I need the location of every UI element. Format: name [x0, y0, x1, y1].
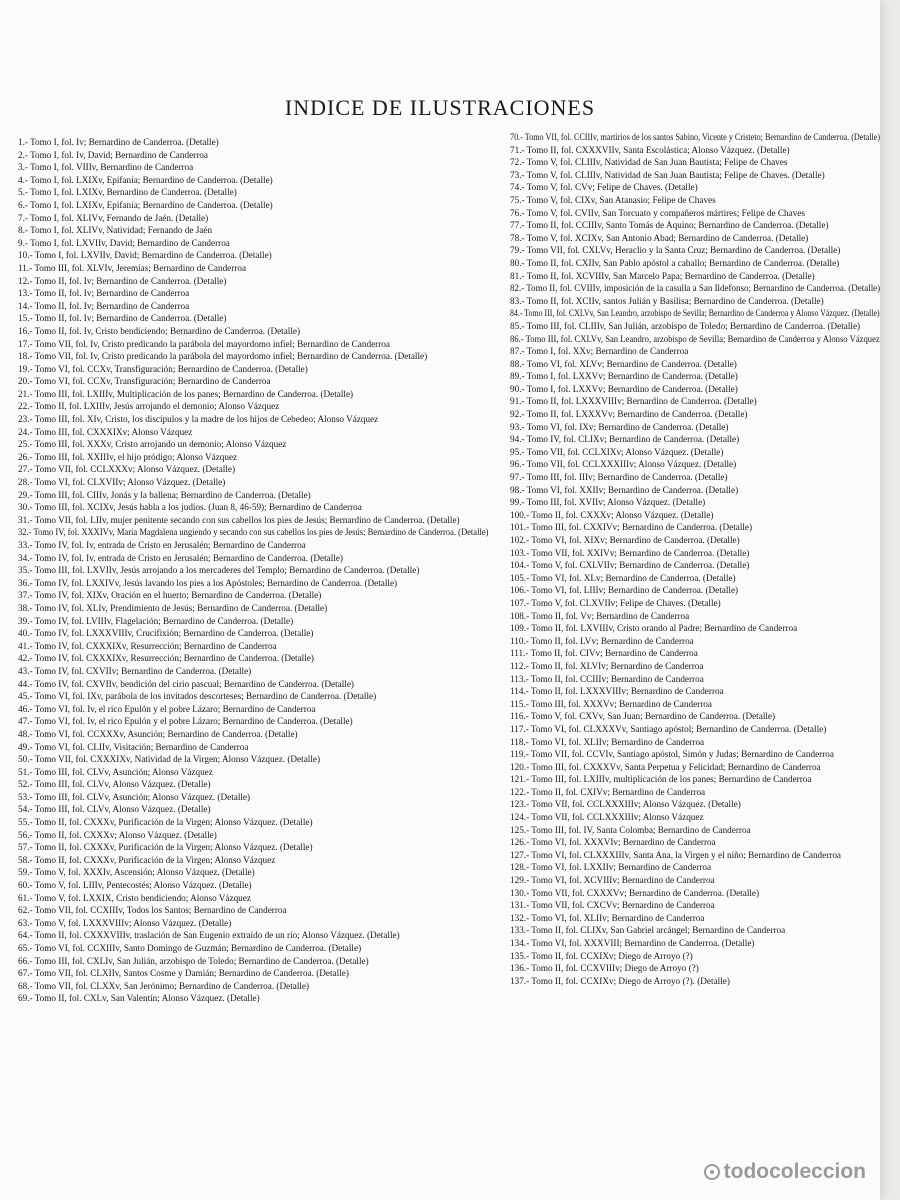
- index-entry: 113.- Tomo II, fol. CCIIIv; Bernardino de Canderroa: [510, 673, 704, 684]
- index-entry: 35.- Tomo III, fol. LXVIIv, Jesús arrojando a los mercaderes del Templo; Bernardino de Canderroa. (Detalle): [18, 565, 420, 576]
- left-column-list: [18, 136, 488, 1005]
- index-entry: 121.- Tomo III, fol. LXIIIv, multiplicación de los panes; Bernardino de Canderroa: [510, 774, 812, 785]
- index-entry: 118.- Tomo VI, fol. XLIIv; Bernardino de Canderroa: [510, 736, 705, 747]
- index-entry: 31.- Tomo VII, fol. LIIv, mujer penitente secando con sus cabellos los pies de Jesús; Bernardino de Canderroa. (Detalle): [18, 514, 460, 525]
- index-entry: 7.- Tomo I, fol. XLIVv, Fernando de Jaén. (Detalle): [18, 212, 209, 223]
- index-entry: 29.- Tomo III, fol. CIIIv, Jonás y la ballena; Bernardino de Canderroa. (Detalle): [18, 489, 311, 500]
- index-entry: 10.- Tomo I, fol. LXVIIv, David; Bernardino de Canderroa. (Detalle): [18, 250, 272, 261]
- index-entry: 96.- Tomo VII, fol. CCLXXXIIIv; Alonso Vázquez. (Detalle): [510, 459, 737, 470]
- index-entry: 37.- Tomo IV, fol. XIXv, Oración en el huerto; Bernardino de Canderroa. (Detalle): [18, 590, 322, 601]
- index-entry: 32.- Tomo IV, fol. XXXIVv, María Magdalena ungiendo y secando con sus cabellos los pies de Jesús; Bernardino de Canderroa. (Detalle): [18, 527, 489, 538]
- index-entry: 136.- Tomo II, fol. CCXVIIIv; Diego de Arroyo (?): [510, 963, 699, 974]
- index-entry: 59.- Tomo V, fol. XXXIv, Ascensión; Alonso Vázquez. (Detalle): [18, 867, 255, 878]
- index-entry: 66.- Tomo III, fol. CXLIv, San Julián, arzobispo de Toledo; Bernardino de Canderroa. (Detalle): [18, 955, 369, 966]
- index-entry: 68.- Tomo VII, fol. CLXXv, San Jerónimo; Bernardino de Canderroa. (Detalle): [18, 980, 310, 991]
- index-entry: 27.- Tomo VII, fol. CCLXXXv; Alonso Vázquez. (Detalle): [18, 464, 236, 475]
- index-entry: 61.- Tomo V, fol. LXXIX, Cristo bendiciendo; Alonso Vázquez: [18, 892, 251, 903]
- page-title: INDICE DE ILUSTRACIONES: [284, 95, 596, 120]
- index-entry: 21.- Tomo III, fol. LXIIIv, Multiplicación de los panes; Bernardino de Canderroa. (Detalle): [18, 388, 354, 399]
- index-entry: 116.- Tomo V, fol. CXVv, San Juan; Bernardino de Canderroa. (Detalle): [510, 711, 776, 722]
- index-entry: 28.- Tomo VI, fol. CLXVIIv; Alonso Vázquez. (Detalle): [18, 477, 226, 488]
- index-entry: 103.- Tomo VII, fol. XXIVv; Bernardino de Canderroa. (Detalle): [510, 547, 750, 558]
- watermark-logo-icon: [704, 1164, 720, 1180]
- index-entry: 34.- Tomo IV, fol. Iv, entrada de Cristo en Jerusalén; Bernardino de Canderroa. (Detalle): [18, 552, 343, 563]
- index-entry: 115.- Tomo III, fol. XXXVv; Bernardino de Canderroa: [510, 698, 712, 709]
- index-entry: 128.- Tomo VI, fol. LXXIIv; Bernardino de Canderroa: [510, 862, 712, 873]
- index-entry: 58.- Tomo II, fol. CXXXv, Purificación de la Virgen; Alonso Vázquez: [18, 854, 276, 865]
- index-entry: 80.- Tomo II, fol. CXIIv, San Pablo apóstol a caballo; Bernardino de Canderroa. (Detalle): [510, 257, 840, 268]
- index-entry: 67.- Tomo VII, fol. CLXIIv, Santos Cosme y Damián; Bernardino de Canderroa. (Detalle): [18, 968, 349, 979]
- index-entry: 52.- Tomo III, fol. CLVv, Alonso Vázquez. (Detalle): [18, 779, 211, 790]
- index-entry: 62.- Tomo VII, fol. CCXIIIv, Todos los Santos; Bernardino de Canderroa: [18, 905, 287, 916]
- index-entry: 73.- Tomo V, fol. CLIIIv, Natividad de San Juan Bautista; Felipe de Chaves. (Detalle): [510, 169, 825, 180]
- index-entry: 24.- Tomo III, fol. CXXXIXv; Alonso Vázquez: [18, 426, 193, 437]
- index-entry: 6.- Tomo I, fol. LXIXv, Epifanía; Bernardino de Canderroa. (Detalle): [18, 199, 273, 210]
- index-entry: 11.- Tomo III, fol. XLVIv, Jeremías; Bernardino de Canderroa: [18, 262, 247, 273]
- index-entry: 74.- Tomo V, fol. CVv; Felipe de Chaves. (Detalle): [510, 182, 698, 193]
- index-entry: 123.- Tomo VII, fol. CCLXXXIIIv; Alonso Vázquez. (Detalle): [510, 799, 741, 810]
- watermark-text: todocoleccion: [723, 1160, 866, 1183]
- index-entry: 41.- Tomo IV, fol. CXXXIXv, Resurrección; Bernardino de Canderroa: [18, 640, 277, 651]
- index-entry: 20.- Tomo VI, fol. CCXv, Transfiguración; Bernardino de Canderroa: [18, 376, 271, 387]
- index-entry: 130.- Tomo VII, fol. CXXXVv; Bernardino de Canderroa. (Detalle): [510, 887, 760, 898]
- index-entry: 100.- Tomo II, fol. CXXXv; Alonso Vázquez. (Detalle): [510, 509, 714, 520]
- index-entry: 26.- Tomo III, fol. XXIIIv, el hijo pródigo; Alonso Vázquez: [18, 451, 238, 462]
- index-entry: 33.- Tomo IV, fol. Iv, entrada de Cristo en Jerusalén; Bernardino de Canderroa: [18, 540, 306, 550]
- index-entry: 132.- Tomo VI, fol. XLIIv; Bernardino de Canderroa: [510, 912, 705, 923]
- index-entry: 82.- Tomo II, fol. CVIIIv, imposición de la casulla a San Ildefonso; Bernardino de Canderroa. (Detalle): [510, 283, 881, 294]
- index-entry: 60.- Tomo V, fol. LIIIv, Pentecostés; Alonso Vázquez. (Detalle): [18, 880, 252, 891]
- index-entry: 55.- Tomo II, fol. CXXXv, Purificación de la Virgen; Alonso Vázquez. (Detalle): [18, 817, 313, 828]
- index-entry: 134.- Tomo VI, fol. XXXVIII; Bernardino de Canderroa. (Detalle): [510, 938, 755, 948]
- index-entry: 8.- Tomo I, fol. XLIVv, Natividad; Fernando de Jaén: [18, 225, 213, 236]
- index-entry: 71.- Tomo II, fol. CXXXVIIv, Santa Escolástica; Alonso Vázquez. (Detalle): [510, 144, 790, 155]
- index-entry: 56.- Tomo II, fol. CXXXv; Alonso Vázquez. (Detalle): [18, 829, 217, 840]
- index-entry: 137.- Tomo II, fol. CCXIXv; Diego de Arroyo (?). (Detalle): [510, 975, 730, 986]
- index-entry: 72.- Tomo V, fol. CLIIIv, Natividad de San Juan Bautista; Felipe de Chaves: [510, 157, 788, 168]
- index-entry: 51.- Tomo III, fol. CLVv, Asunción; Alonso Vázquez: [18, 766, 213, 777]
- index-entry: 99.- Tomo III, fol. XVIIv; Alonso Vázquez. (Detalle): [510, 497, 706, 508]
- index-entry: 124.- Tomo VII, fol. CCLXXXIIIv; Alonso Vázquez: [510, 812, 704, 823]
- index-entry: 79.- Tomo VII, fol. CXLVv, Heraclio y la Santa Cruz; Bernardino de Canderroa. (Detalle): [510, 245, 841, 256]
- index-entry: 108.- Tomo II, fol. Vv; Bernardino de Canderroa: [510, 610, 690, 621]
- index-entry: 18.- Tomo VII, fol. Iv, Cristo predicando la parábola del mayordomo infiel; Bernardino de Canderroa. (Detalle): [18, 351, 428, 362]
- index-entry: 63.- Tomo V, fol. LXXXVIIIv; Alonso Vázquez. (Detalle): [18, 917, 232, 928]
- index-entry: 53.- Tomo III, fol. CLVv, Asunción; Alonso Vázquez. (Detalle): [18, 791, 251, 802]
- index-entry: 84.- Tomo III, fol. CXLVv, San Leandro, arzobispo de Sevilla; Bernardino de Canderroa y Alonso Vázquez. (Detalle): [510, 308, 880, 319]
- index-entry: 13.- Tomo II, fol. Iv; Bernardino de Canderroa: [18, 288, 190, 299]
- index-entry: 39.- Tomo IV, fol. LVIIIv, Flagelación; Bernardino de Canderroa. (Detalle): [18, 615, 294, 626]
- index-entry: 16.- Tomo II, fol. Iv, Cristo bendiciendo; Bernardino de Canderroa. (Detalle): [18, 325, 301, 336]
- index-entry: 104.- Tomo V, fol. CXLVIIv; Bernardino de Canderroa. (Detalle): [510, 560, 750, 571]
- index-entry: 85.- Tomo III, fol. CLIIIv, San Julián, arzobispo de Toledo; Bernardino de Canderroa. (Detalle): [510, 320, 861, 331]
- index-entry: 14.- Tomo II, fol. Iv; Bernardino de Canderroa: [18, 300, 190, 311]
- index-entry: 46.- Tomo VI, fol. Iv, el rico Epulón y el pobre Lázaro; Bernardino de Canderroa: [18, 703, 316, 714]
- index-entry: 111.- Tomo II, fol. CIVv; Bernardino de Canderroa: [510, 648, 698, 659]
- index-entry: 76.- Tomo V, fol. CVIIv, San Torcuato y compañeros mártires; Felipe de Chaves: [510, 207, 805, 218]
- index-entry: 45.- Tomo VI, fol. IXv, parábola de los invitados descorteses; Bernardino de Canderroa. (Detalle): [18, 691, 377, 702]
- index-entry: 112.- Tomo II, fol. XLVIv; Bernardino de Canderroa: [510, 660, 704, 671]
- index-entry: 127.- Tomo VI, fol. CLXXXIIIv, Santa Ana, la Virgen y el niño; Bernardino de Canderroa: [510, 849, 842, 860]
- index-entry: 77.- Tomo II, fol. CCIIIv, Santo Tomás de Aquino; Bernardino de Canderroa. (Detalle): [510, 220, 829, 231]
- index-entry: 25.- Tomo III, fol. XXXv, Cristo arrojando un demonio; Alonso Vázquez: [18, 439, 287, 450]
- index-entry: 78.- Tomo V, fol. XCIXv, San Antonio Abad; Bernardino de Canderroa. (Detalle): [510, 232, 809, 243]
- index-entry: 65.- Tomo VI, fol. CCXIIIv, Santo Domingo de Guzmán; Bernardino de Canderroa. (Detalle): [18, 943, 362, 953]
- index-entry: 22.- Tomo II, fol. LXIIIv, Jesús arrojando el demonio; Alonso Vázquez: [18, 401, 280, 412]
- index-entry: 9.- Tomo I, fol. LXVIIv, David; Bernardino de Canderroa: [18, 237, 230, 248]
- index-entry: 3.- Tomo I, fol. VIIIv, Bernardino de Canderroa: [18, 162, 194, 173]
- index-entry: 4.- Tomo I, fol. LXIXv, Epifanía; Bernardino de Canderroa. (Detalle): [18, 174, 273, 185]
- index-entry: 119.- Tomo VII, fol. CCVIv, Santiago apóstol, Simón y Judas; Bernardino de Canderroa: [510, 749, 834, 760]
- index-entry: 81.- Tomo II, fol. XCVIIIv, San Marcelo Papa; Bernardino de Canderroa. (Detalle): [510, 270, 815, 281]
- watermark: [704, 1160, 866, 1184]
- index-entry: 91.- Tomo II, fol. LXXXVIIIv; Bernardino de Canderroa. (Detalle): [510, 396, 757, 407]
- index-entry: 120.- Tomo III, fol. CXXXVv, Santa Perpetua y Felicidad; Bernardino de Canderroa: [510, 761, 821, 772]
- index-entry: 94.- Tomo IV, fol. CLIXv; Bernardino de Canderroa. (Detalle): [510, 434, 740, 445]
- index-entry: 38.- Tomo IV, fol. XLIv, Prendimiento de Jesús; Bernardino de Canderroa. (Detalle): [18, 602, 328, 613]
- index-entry: 23.- Tomo III, fol. XIv, Cristo, los discípulos y la madre de los hijos de Cebedeo; Alonso Vázquez: [18, 414, 379, 425]
- index-entry: 36.- Tomo IV, fol. LXXIVv, Jesús lavando los pies a los Apóstoles; Bernardino de Canderroa. (Detalle): [18, 577, 398, 588]
- index-entry: 131.- Tomo VII, fol. CXCVv; Bernardino de Canderroa: [510, 900, 715, 911]
- index-entry: 95.- Tomo VII, fol. CCLXIXv; Alonso Vázquez. (Detalle): [510, 446, 724, 457]
- index-entry: 40.- Tomo IV, fol. LXXXVIIIv, Crucifixión; Bernardino de Canderroa. (Detalle): [18, 628, 314, 639]
- index-entry: 89.- Tomo I, fol. LXXVv; Bernardino de Canderroa. (Detalle): [510, 371, 738, 382]
- index-entry: 5.- Tomo I, fol. LXIXv, Bernardino de Canderroa. (Detalle): [18, 187, 237, 198]
- index-entry: 90.- Tomo I, fol. LXXVv; Bernardino de Canderroa. (Detalle): [510, 383, 738, 394]
- index-entry: 109.- Tomo II, fol. LXVIIIv, Cristo orando al Padre; Bernardino de Canderroa: [510, 623, 798, 634]
- index-entry: 12.- Tomo II, fol. Iv; Bernardino de Canderroa. (Detalle): [18, 275, 227, 286]
- index-entry: 101.- Tomo III, fol. CXXIVv; Bernardino de Canderroa. (Detalle): [510, 522, 753, 533]
- index-entry: 47.- Tomo VI, fol. Iv, el rico Epulón y el pobre Lázaro; Bernardino de Canderroa. (Detalle): [18, 716, 353, 727]
- index-entry: 105.- Tomo VI, fol. XLv; Bernardino de Canderroa. (Detalle): [510, 572, 736, 583]
- index-entry: 70.- Tomo VII, fol. CCIIIv, martirios de los santos Sabino, Vicente y Cristeto; Bernardino de Canderroa. (Detalle): [510, 132, 881, 142]
- index-entry: 114.- Tomo II, fol. LXXXVIIIv; Bernardino de Canderroa: [510, 686, 724, 697]
- index-entry: 54.- Tomo III, fol. CLVv, Alonso Vázquez. (Detalle): [18, 804, 211, 815]
- index-entry: 19.- Tomo VI, fol. CCXv, Transfiguración; Bernardino de Canderroa. (Detalle): [18, 363, 308, 374]
- index-entry: 64.- Tomo II, fol. CXXXVIIIv, traslación de San Eugenio extraído de un río; Alonso Vázquez. (Detalle): [18, 930, 400, 941]
- index-entry: 98.- Tomo VI, fol. XXIIv; Bernardino de Canderroa. (Detalle): [510, 484, 739, 495]
- index-entry: 88.- Tomo VI, fol. XLVv; Bernardino de Canderroa. (Detalle): [510, 358, 737, 369]
- index-entry: 129.- Tomo VI, fol. XCVIIIv; Bernardino de Canderroa: [510, 875, 715, 886]
- index-entry: 48.- Tomo VI, fol. CCXXXv, Asunción; Bernardino de Canderroa. (Detalle): [18, 728, 298, 739]
- index-entry: 44.- Tomo IV, fol. CXVIIv, bendición del cirio pascual; Bernardino de Canderroa. (Detalle): [18, 678, 354, 689]
- right-column-list: [510, 131, 880, 987]
- index-entry: 1.- Tomo I, fol. Iv; Bernardino de Canderroa. (Detalle): [18, 137, 219, 147]
- index-entry: 102.- Tomo VI, fol. XIXv; Bernardino de Canderroa. (Detalle): [510, 535, 740, 545]
- index-entry: 93.- Tomo VI, fol. IXv; Bernardino de Canderroa. (Detalle): [510, 421, 729, 432]
- index-entry: 15.- Tomo II, fol. Iv; Bernardino de Canderroa. (Detalle): [18, 313, 227, 324]
- index-entry: 107.- Tomo V, fol. CLXVIIv; Felipe de Chaves. (Detalle): [510, 597, 721, 608]
- index-entry: 30.- Tomo III, fol. XCIXv, Jesús habla a los judíos. (Juan 8, 46-59); Bernardino de Canderroa: [18, 502, 362, 513]
- index-entry: 17.- Tomo VII, fol. Iv, Cristo predicando la parábola del mayordomo infiel; Bernardino de Canderroa: [18, 338, 390, 349]
- index-entry: 135.- Tomo II, fol. CCXIXv; Diego de Arroyo (?): [510, 950, 693, 961]
- index-entry: 110.- Tomo II, fol. LVv; Bernardino de Canderroa: [510, 635, 694, 646]
- index-entry: 133.- Tomo II, fol. CLIXv, San Gabriel arcángel; Bernardino de Canderroa: [510, 925, 786, 936]
- index-entry: 42.- Tomo IV, fol. CXXXIXv, Resurrección; Bernardino de Canderroa. (Detalle): [18, 653, 314, 664]
- index-entry: 125.- Tomo III, fol. IV, Santa Colomba; Bernardino de Canderroa: [510, 824, 751, 835]
- index-entry: 122.- Tomo II, fol. CXIVv; Bernardino de Canderroa: [510, 786, 706, 797]
- index-entry: 83.- Tomo II, fol. XCIIv, santos Julián y Basilisa; Bernardino de Canderroa. (Detalle): [510, 295, 824, 306]
- index-entry: 50.- Tomo VII, fol. CXXXIXv, Natividad de la Virgen; Alonso Vázquez. (Detalle): [18, 754, 321, 765]
- index-entry: 92.- Tomo II, fol. LXXXVv; Bernardino de Canderroa. (Detalle): [510, 409, 748, 420]
- index-entry: 75.- Tomo V, fol. CIXv, San Atanasio; Felipe de Chaves: [510, 194, 716, 205]
- index-entry: 2.- Tomo I, fol. Iv, David; Bernardino de Canderroa: [18, 149, 208, 160]
- index-entry: 49.- Tomo VI, fol. CLIIv, Visitación; Bernardino de Canderroa: [18, 741, 249, 752]
- index-entry: 69.- Tomo II, fol. CXLv, San Valentín; Alonso Vázquez. (Detalle): [18, 993, 260, 1004]
- index-entry: 117.- Tomo VI, fol. CLXXXVv, Santiago apóstol; Bernardino de Canderroa. (Detalle): [510, 723, 827, 734]
- index-entry: 86.- Tomo III, fol. CXLVv, San Leandro, arzobispo de Sevilla; Bernardino de Canderroa y Alonso Vázquez: [510, 333, 880, 344]
- index-entry: 97.- Tomo III, fol. IIIv; Bernardino de Canderroa. (Detalle): [510, 472, 728, 483]
- index-entry: 87.- Tomo I, fol. XXv; Bernardino de Canderroa: [510, 346, 689, 357]
- index-entry: 126.- Tomo VI, fol. XXXVIv; Bernardino de Canderroa: [510, 837, 716, 848]
- index-entry: 106.- Tomo VI, fol. LIIIv; Bernardino de Canderroa. (Detalle): [510, 585, 739, 596]
- index-entry: 43.- Tomo IV, fol. CXVIIv; Bernardino de Canderroa. (Detalle): [18, 665, 252, 676]
- index-entry: 57.- Tomo II, fol. CXXXv, Purificación de la Virgen; Alonso Vázquez. (Detalle): [18, 842, 313, 853]
